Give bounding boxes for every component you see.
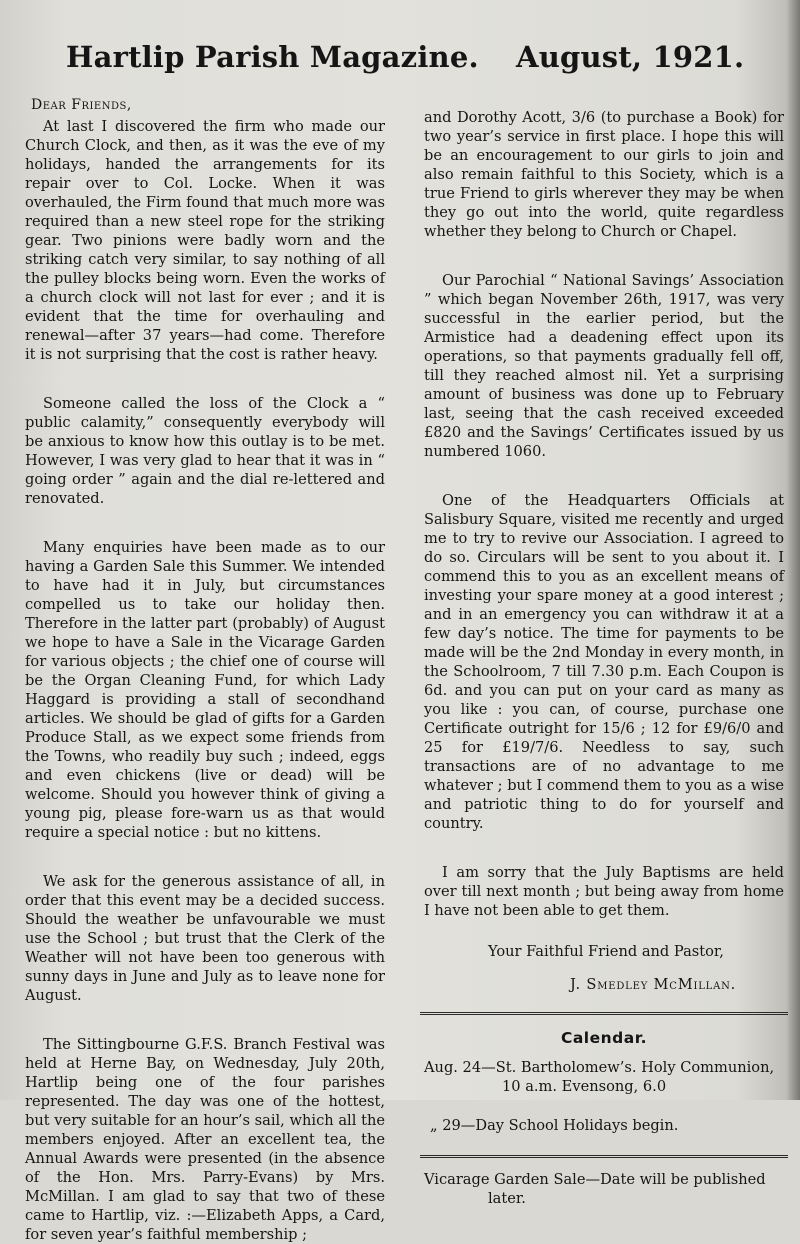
masthead	[66, 40, 746, 74]
paragraph-baptisms: I am sorry that the July Baptisms are held over till next month ; but being away from home I have not been able to get them.	[424, 864, 784, 919]
calendar-entry-line: Aug. 24—St. Bartholomew’s. Holy Communion,	[424, 1059, 775, 1076]
sale-notice	[424, 1170, 784, 1208]
paragraph-gfs-continued: and Dorothy Acott, 3/6 (to purchase a Book) for two year’s service in first place. I hope this will be an encouragement to our girls to join and also remain faithful to this Society, which is a true Friend to girls wherever they may be when they go out into the world, quite regardless whether they belong to Church or Chapel.	[424, 109, 784, 240]
calendar-entry	[424, 1058, 784, 1096]
calendar-entry-line: „ 29—Day School Holidays begin.	[430, 1117, 679, 1134]
paragraph-garden-sale: Many enquiries have been made as to our having a Garden Sale this Summer. We intended to have had it in July, but circumstances compelled us to take our holiday then. Therefore in the latter part (probably) of August we hope to have a Sale in the Vicarage Garden for various objects ; the chief one of course will be the Organ Cleaning Fund, for which Lady Haggard is providing a stall of secondhand articles. We should be glad of gifts for a Garden Produce Stall, as we expect some friends from the Towns, who readily buy such ; indeed, eggs and even chickens (live or dead) will be welcome. Should you however think of giving a young pig, please fore-warn us as that would require a special notice : but no kittens.	[25, 539, 385, 841]
paragraph-church-clock: At last I discovered the firm who made our Church Clock, and then, as it was the eve of my holidays, handed the arrangements for its repair over to Col. Locke. When it was overhauled, the Firm found that much more was required than a new steel rope for the striking gear. Two pinions were badly worn and the striking catch very similar, to say nothing of all the pulley blocks being worn. Even the works of a church clock will not last for ever ; and it is evident that the time for overhauling and renewal—after 37 years—had come. Therefore it is not surprising that the cost is rather heavy.	[25, 118, 385, 363]
paragraph-savings-association: Our Parochial “ National Savings’ Association ” which began November 26th, 1917, was very successful in the earlier period, but the Armistice had a deadening effect upon its operations, so that payments gradually fell off, till they reached almost nil. Yet a surprising amount of business was done up to February last, seeing that the cash received exceeded £820 and the Savings’ Certificates issued by us numbered 1060.	[424, 272, 784, 460]
paragraph-headquarters: One of the Headquarters Officials at Salisbury Square, visited me recently and urged me to try to revive our Association. I agreed to do so. Circulars will be sent to you about it. I commend this to you as an excellent means of investing your spare money at a good interest ; and in an emergency you can withdraw it at a few day’s notice. The time for payments to be made will be the 2nd Monday in every month, in the Schoolroom, 7 till 7.30 p.m. Each Coupon is 6d. and you can put on your card as many as you like : you can, of course, purchase one Certificate outright for 15/6 ; 12 for £9/6/0 and 25 for £19/7/6. Needless to say, such transactions are of no advantage to me whatever ; but I commend them to you as a wise and patriotic thing to do for yourself and country.	[424, 492, 784, 832]
issue-date: August, 1921.	[516, 40, 745, 74]
magazine-title: Hartlip Parish Magazine.	[66, 40, 479, 74]
sale-notice-line: later.	[488, 1190, 526, 1207]
calendar-divider	[420, 1012, 788, 1015]
paragraph-gfs-festival: The Sittingbourne G.F.S. Branch Festival was held at Herne Bay, on Wednesday, July 20th, Hartlip being one of the four parishes represented. The day was one of the hottest, but very suitable for an hour’s sail, which all the members enjoyed. After an excellent tea, the Annual Awards were presented (in the absence of the Hon. Mrs. Parry-Evans) by Mrs. McMillan. I am glad to say that two of these came to Hartlip, viz. :—Elizabeth Apps, a Card, for seven year’s faithful membership ;	[25, 1036, 385, 1243]
sale-notice-line: Vicarage Garden Sale—Date will be published	[424, 1171, 766, 1188]
paragraph-public-calamity: Someone called the loss of the Clock a “ public calamity,” consequently everybody will be anxious to know how this outlay is to be met. However, I was very glad to hear that it was in “ going order ” again and the dial re-lettered and renovated.	[25, 395, 385, 507]
calendar-entry	[424, 1116, 784, 1135]
calendar-title: Calendar.	[560, 1029, 648, 1047]
notice-divider	[420, 1155, 788, 1158]
sign-off	[424, 942, 784, 994]
calendar-entry-line: 10 a.m. Evensong, 6.0	[502, 1078, 667, 1095]
left-column	[25, 96, 385, 1244]
right-column	[424, 108, 784, 1228]
salutation: Dear Friends,	[31, 97, 132, 113]
signature: J. Smedley McMillan.	[570, 976, 737, 993]
closing-line: Your Faithful Friend and Pastor,	[488, 943, 724, 960]
paragraph-assistance: We ask for the generous assistance of all, in order that this event may be a decided success. Should the weather be unfavourable we must use the School ; but trust that the Clerk of the Weather will not have been too generous with sunny days in June and July as to leave none for August.	[25, 873, 385, 1004]
page-edge-shadow	[786, 0, 800, 1100]
